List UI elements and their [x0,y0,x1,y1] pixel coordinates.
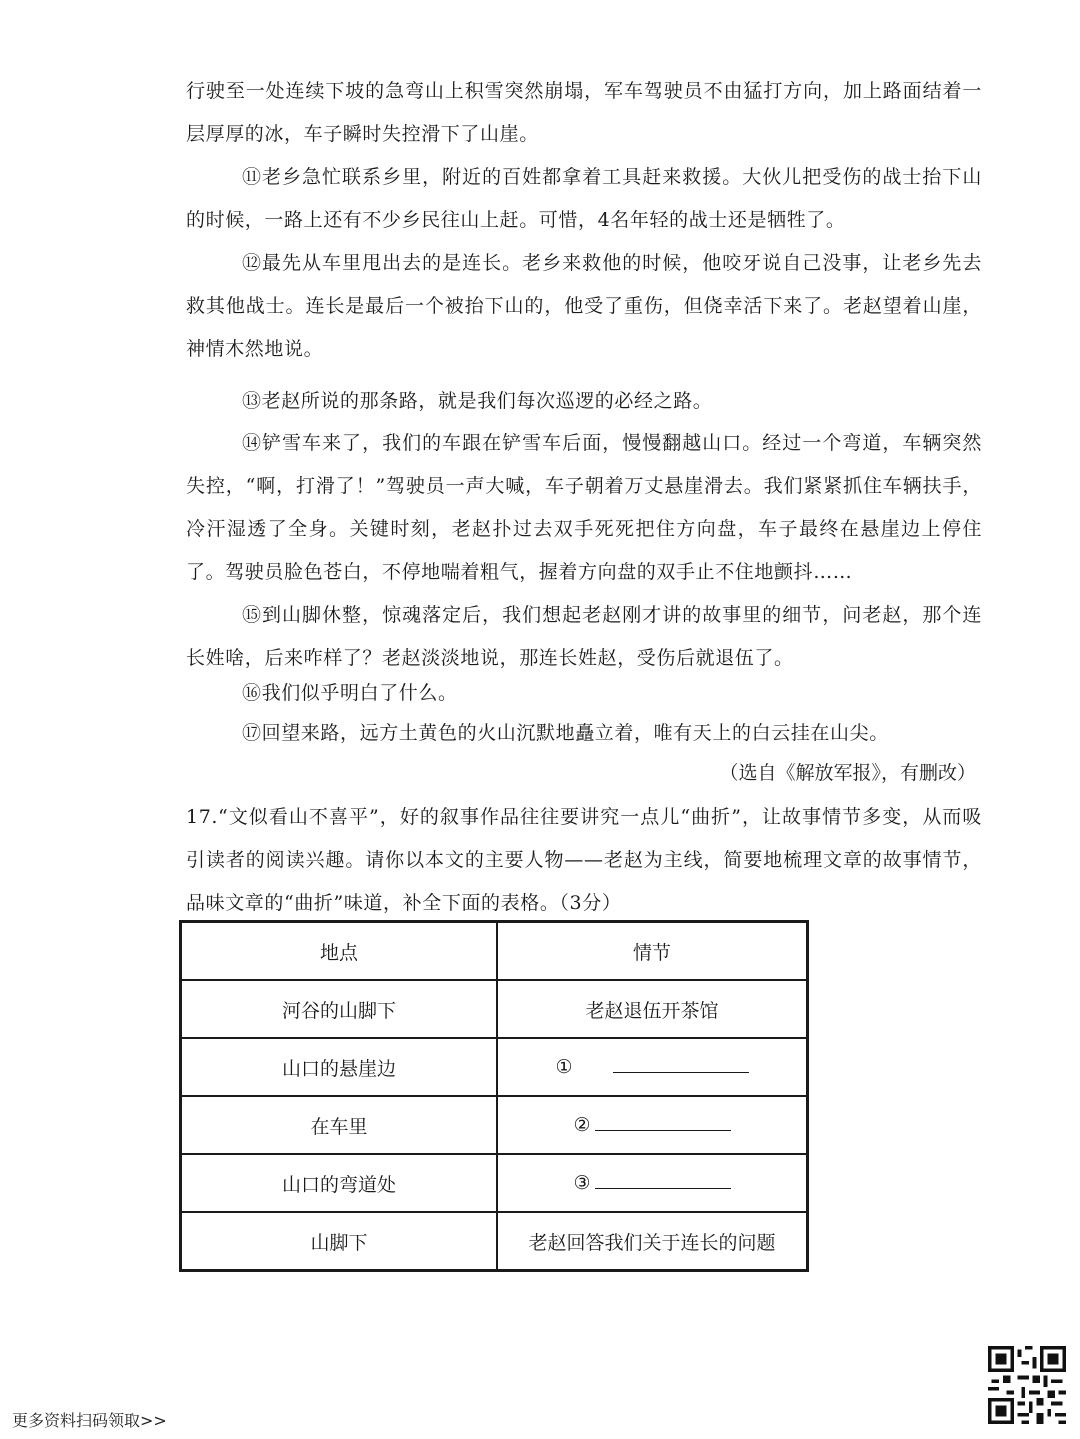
plot-cell: 老赵退伍开茶馆 [497,980,808,1038]
paragraph-16: ⑯我们似乎明白了什么。 [242,682,458,704]
footer-link[interactable]: 更多资料扫码领取>> [12,1411,167,1430]
place-cell: 河谷的山脚下 [181,980,498,1038]
plot-table [179,920,809,1272]
table-row [181,1154,808,1212]
blank-marker: ③ [573,1172,591,1194]
plot-cell: 老赵回答我们关于连长的问题 [497,1212,808,1271]
qr-code-icon[interactable] [988,1346,1066,1424]
place-cell: 在车里 [181,1096,498,1154]
table-row [181,1038,808,1096]
place-cell: 山脚下 [181,1212,498,1271]
source-citation: （选自《解放军报》，有删改） [719,762,976,784]
paragraph-10-continued: 行驶至一处连续下坡的急弯山上积雪突然崩塌，军车驾驶员不由猛打方向，加上路面结着一层厚厚的冰，车子瞬时失控滑下了山崖。 [186,80,982,145]
place-cell: 山口的悬崖边 [181,1038,498,1096]
paragraph-13: ⑬老赵所说的那条路，就是我们每次巡逻的必经之路。 [242,390,713,412]
paragraph-12: ⑫最先从车里甩出去的是连长。老乡来救他的时候，他咬牙说自己没事，让老乡先去救其他战士。连长是最后一个被抬下山的，他受了重伤，但侥幸活下来了。老赵望着山崖，神情木然地说。 [186,252,982,360]
paragraph-14: ⑭铲雪车来了，我们的车跟在铲雪车后面，慢慢翻越山口。经过一个弯道，车辆突然失控，“啊，打滑了！”驾驶员一声大喊，车子朝着万丈悬崖滑去。我们紧紧抓住车辆扶手，冷汗湿透了全身。关键时刻，老赵扑过去双手死死把住方向盘，车子最终在悬崖边上停住了。驾驶员脸色苍白，不停地喘着粗气，握着方向盘的双手止不住地颤抖…… [186,432,982,583]
plot-blank-cell[interactable] [497,1154,808,1212]
paragraph-17: ⑰回望来路，远方土黄色的火山沉默地矗立着，唯有天上的白云挂在山尖。 [242,722,889,744]
answer-blank-line[interactable] [595,1174,731,1189]
paragraph-11: ⑪老乡急忙联系乡里，附近的百姓都拿着工具赶来救援。大伙儿把受伤的战士抬下山的时候，一路上还有不少乡民往山上赶。可惜，4名年轻的战士还是牺牲了。 [186,166,982,231]
header-plot: 情节 [497,922,808,981]
plot-blank-cell[interactable] [497,1038,808,1096]
plot-blank-cell[interactable] [497,1096,808,1154]
blank-marker: ① [555,1056,573,1078]
question-17: 17.“文似看山不喜平”，好的叙事作品往往要讲究一点儿“曲折”，让故事情节多变，从而吸引读者的阅读兴趣。请你以本文的主要人物——老赵为主线，简要地梳理文章的故事情节，品味文章的“曲折”味道，补全下面的表格。（3分） [186,806,982,914]
table-row [181,980,808,1038]
header-place: 地点 [181,922,498,981]
blank-marker: ② [573,1114,591,1136]
table-row [181,1096,808,1154]
answer-blank-line[interactable] [613,1058,749,1073]
paragraph-15: ⑮到山脚休整，惊魂落定后，我们想起老赵刚才讲的故事里的细节，问老赵，那个连长姓啥，后来咋样了？老赵淡淡地说，那连长姓赵，受伤后就退伍了。 [186,604,982,669]
answer-blank-line[interactable] [595,1116,731,1131]
table-row [181,1212,808,1271]
place-cell: 山口的弯道处 [181,1154,498,1212]
table-header-row [181,922,808,981]
